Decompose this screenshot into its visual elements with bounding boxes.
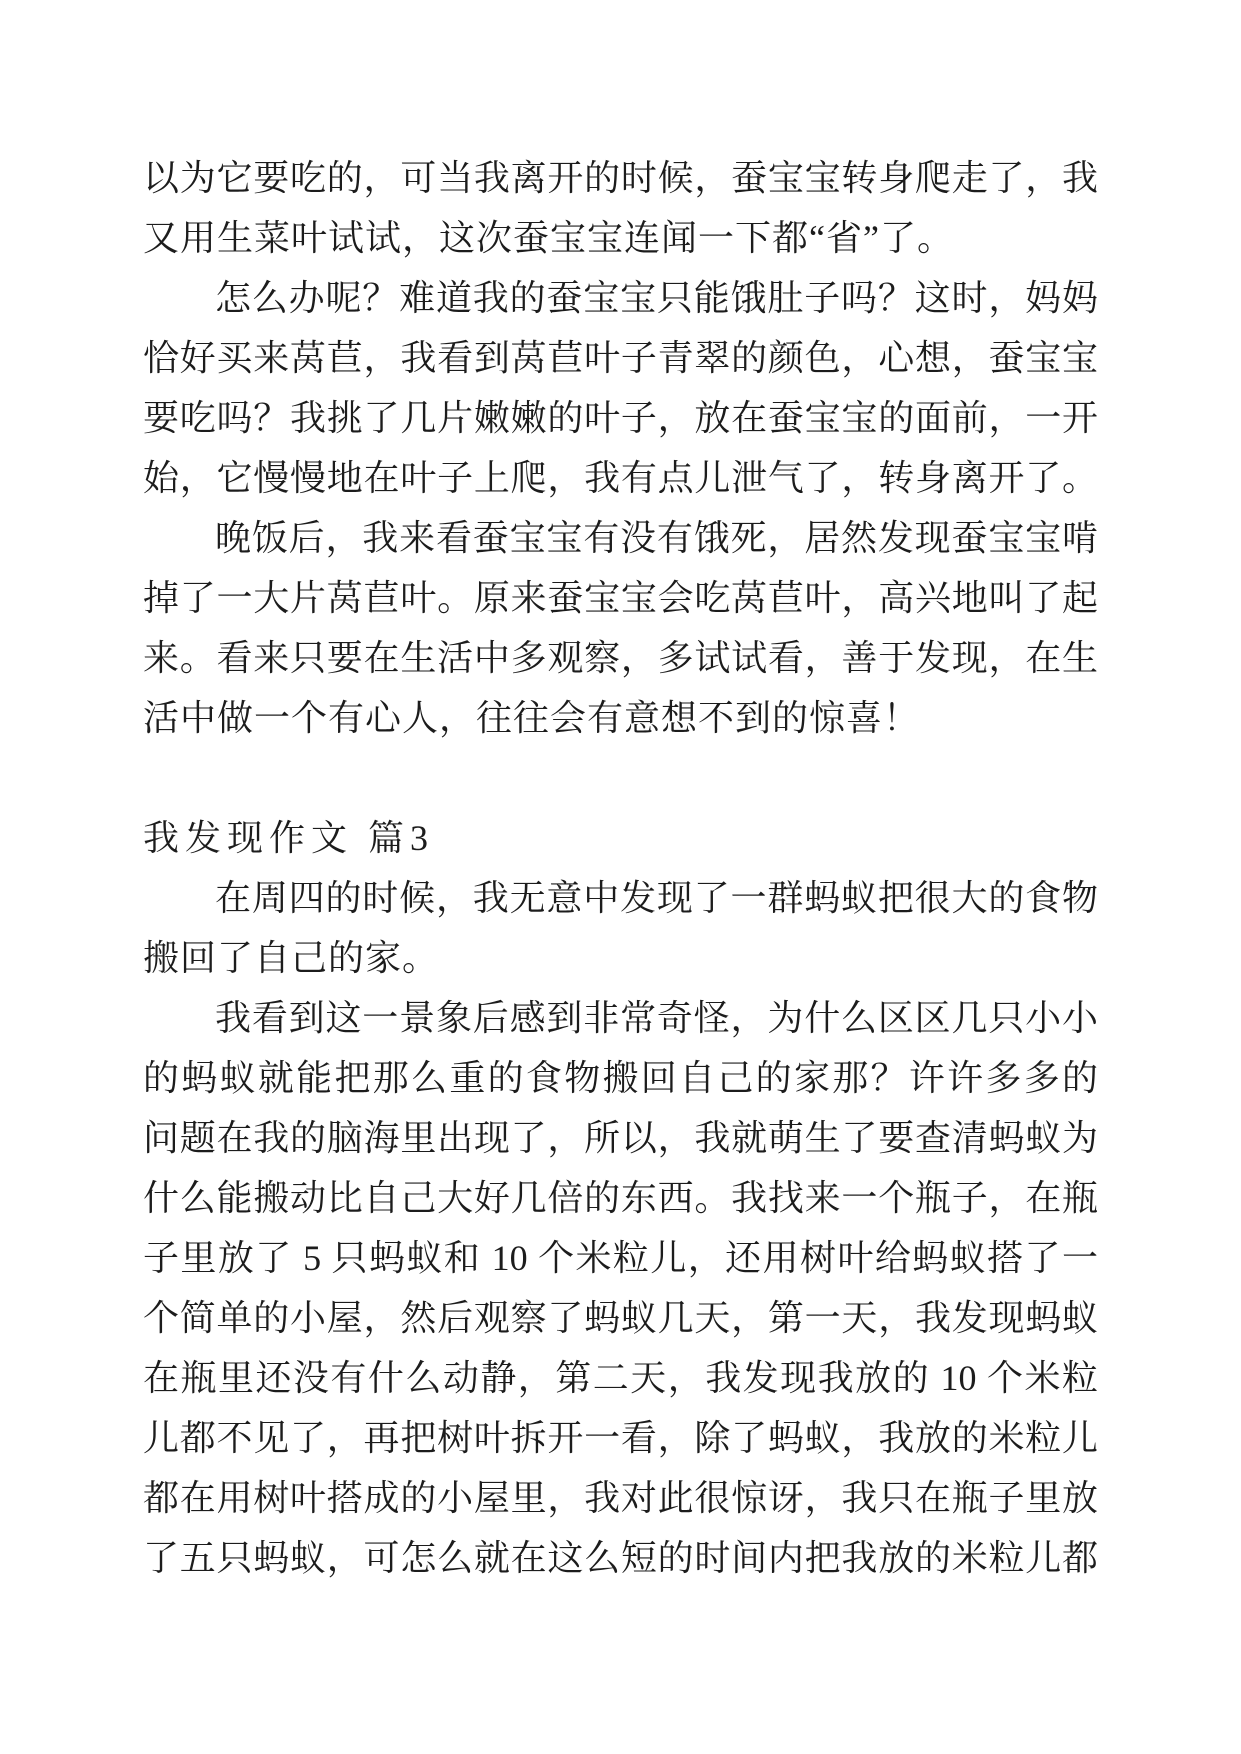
text-line: 在瓶里还没有什么动静，第二天，我发现我放的 10 个米粒: [143, 1358, 1098, 1398]
text-line: 掉了一大片莴苣叶。原来蚕宝宝会吃莴苣叶，高兴地叫了起: [143, 578, 1098, 618]
text-line: 搬回了自己的家。: [143, 938, 440, 978]
text-line: 来。看来只要在生活中多观察，多试试看，善于发现，在生: [143, 638, 1098, 678]
text-line: 要吃吗？我挑了几片嫩嫩的叶子，放在蚕宝宝的面前，一开: [143, 398, 1098, 438]
text-line: 怎么办呢？难道我的蚕宝宝只能饿肚子吗？这时，妈妈: [215, 278, 1098, 318]
text-line: 在周四的时候，我无意中发现了一群蚂蚁把很大的食物: [215, 878, 1098, 918]
text-line: 问题在我的脑海里出现了，所以，我就萌生了要查清蚂蚁为: [143, 1118, 1098, 1158]
text-line: 我看到这一景象后感到非常奇怪，为什么区区几只小小: [215, 998, 1098, 1038]
text-line: 始，它慢慢地在叶子上爬，我有点儿泄气了，转身离开了。: [143, 458, 1098, 498]
text-line: 儿都不见了，再把树叶拆开一看，除了蚂蚁，我放的米粒儿: [143, 1418, 1098, 1458]
text-line: 个简单的小屋，然后观察了蚂蚁几天，第一天，我发现蚂蚁: [143, 1298, 1098, 1338]
text-line: 什么能搬动比自己大好几倍的东西。我找来一个瓶子，在瓶: [143, 1178, 1098, 1218]
text-line: 以为它要吃的，可当我离开的时候，蚕宝宝转身爬走了，我: [143, 158, 1098, 198]
text-line: 又用生菜叶试试，这次蚕宝宝连闻一下都“省”了。: [143, 218, 954, 258]
text-line: 了五只蚂蚁，可怎么就在这么短的时间内把我放的米粒儿都: [143, 1538, 1098, 1578]
text-line: 恰好买来莴苣，我看到莴苣叶子青翠的颜色，心想，蚕宝宝: [143, 338, 1098, 378]
text-line: 晚饭后，我来看蚕宝宝有没有饿死，居然发现蚕宝宝啃: [215, 518, 1098, 558]
text-line: 都在用树叶搭成的小屋里，我对此很惊讶，我只在瓶子里放: [143, 1478, 1098, 1518]
text-line: 活中做一个有心人，往往会有意想不到的惊喜！: [143, 698, 921, 738]
text-line: 子里放了 5 只蚂蚁和 10 个米粒儿，还用树叶给蚂蚁搭了一: [143, 1238, 1098, 1278]
section-heading: 我发现作文 篇3: [143, 818, 435, 858]
text-line: 的蚂蚁就能把那么重的食物搬回自己的家那？许许多多的: [143, 1058, 1098, 1098]
essay-text-block: [143, 148, 1098, 1588]
